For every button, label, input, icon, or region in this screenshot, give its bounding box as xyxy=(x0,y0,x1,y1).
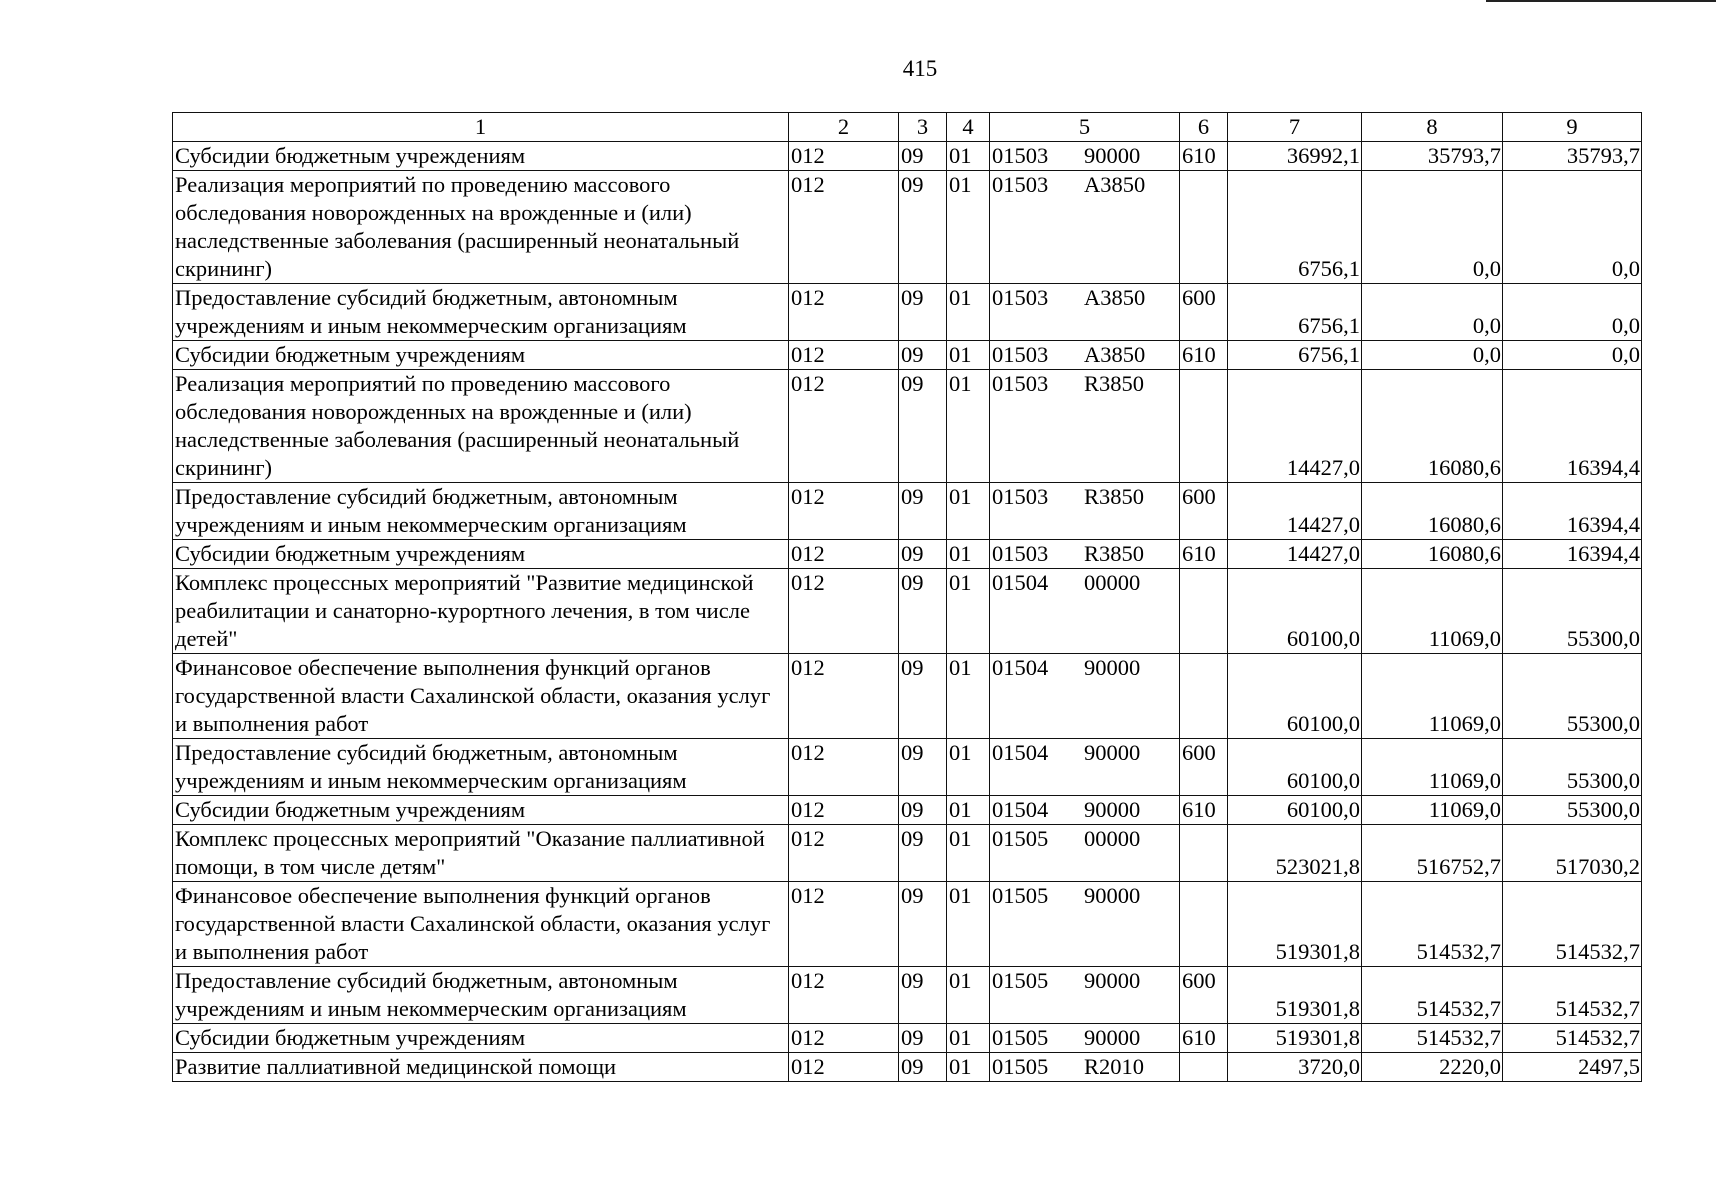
table-row xyxy=(173,370,1642,483)
code-subsection-cell: 01 xyxy=(947,540,990,569)
table-row xyxy=(173,341,1642,370)
header-cell: 6 xyxy=(1180,113,1228,142)
program-code: 01505 xyxy=(992,1025,1049,1050)
direction-code: R3850 xyxy=(1084,541,1145,566)
code-subsection-cell: 01 xyxy=(947,882,990,967)
code-section-cell: 09 xyxy=(899,483,947,540)
code-target-article-cell xyxy=(990,483,1180,540)
program-code: 01503 xyxy=(992,484,1049,509)
row-name-cell: Предоставление субсидий бюджетным, автономным учреждениям и иным некоммерческим организациям xyxy=(173,739,789,796)
table-row xyxy=(173,967,1642,1024)
direction-code: 90000 xyxy=(1084,655,1141,680)
program-code: 01505 xyxy=(992,968,1049,993)
program-code: 01504 xyxy=(992,740,1049,765)
code-subsection-cell: 01 xyxy=(947,739,990,796)
code-section-cell: 09 xyxy=(899,882,947,967)
row-name-cell: Субсидии бюджетным учреждениям xyxy=(173,341,789,370)
amount-col8-cell: 0,0 xyxy=(1362,341,1503,370)
table-row xyxy=(173,284,1642,341)
code-target-article-cell xyxy=(990,540,1180,569)
table-row xyxy=(173,739,1642,796)
program-code: 01505 xyxy=(992,826,1049,851)
row-name-cell: Предоставление субсидий бюджетным, автономным учреждениям и иным некоммерческим организациям xyxy=(173,967,789,1024)
amount-col8-cell: 11069,0 xyxy=(1362,654,1503,739)
code-section-cell: 09 xyxy=(899,967,947,1024)
table-row xyxy=(173,654,1642,739)
top-edge-line xyxy=(1486,0,1716,2)
amount-col7-cell: 6756,1 xyxy=(1228,284,1362,341)
code-section-cell: 09 xyxy=(899,1053,947,1082)
program-code: 01503 xyxy=(992,172,1049,197)
header-row xyxy=(173,113,1642,142)
code-subsection-cell: 01 xyxy=(947,1053,990,1082)
code-ministry-cell: 012 xyxy=(789,142,899,171)
header-cell: 8 xyxy=(1362,113,1503,142)
row-name-cell: Комплекс процессных мероприятий "Развитие медицинской реабилитации и санаторно-курортного лечения, в том числе детей" xyxy=(173,569,789,654)
budget-table xyxy=(172,112,1642,1082)
amount-col7-cell: 60100,0 xyxy=(1228,796,1362,825)
table-row xyxy=(173,142,1642,171)
amount-col7-cell: 14427,0 xyxy=(1228,540,1362,569)
code-subsection-cell: 01 xyxy=(947,654,990,739)
code-expense-type-cell: 600 xyxy=(1180,483,1228,540)
row-name-cell: Субсидии бюджетным учреждениям xyxy=(173,540,789,569)
code-section-cell: 09 xyxy=(899,142,947,171)
amount-col8-cell: 35793,7 xyxy=(1362,142,1503,171)
direction-code: А3850 xyxy=(1084,285,1146,310)
code-target-article-cell xyxy=(990,825,1180,882)
code-ministry-cell: 012 xyxy=(789,1024,899,1053)
row-name-cell: Финансовое обеспечение выполнения функций органов государственной власти Сахалинской области, оказания услуг и выполнения работ xyxy=(173,654,789,739)
row-name-cell: Развитие паллиативной медицинской помощи xyxy=(173,1053,789,1082)
code-expense-type-cell: 600 xyxy=(1180,284,1228,341)
table-row xyxy=(173,825,1642,882)
amount-col8-cell: 16080,6 xyxy=(1362,483,1503,540)
table-row xyxy=(173,796,1642,825)
header-cell: 1 xyxy=(173,113,789,142)
code-subsection-cell: 01 xyxy=(947,825,990,882)
amount-col9-cell: 55300,0 xyxy=(1503,654,1642,739)
code-target-article-cell xyxy=(990,284,1180,341)
row-name-cell: Реализация мероприятий по проведению массового обследования новорожденных на врожденные и (или) наследственные заболевания (расширенный неонатальный скрининг) xyxy=(173,171,789,284)
code-ministry-cell: 012 xyxy=(789,967,899,1024)
amount-col8-cell: 516752,7 xyxy=(1362,825,1503,882)
amount-col8-cell: 2220,0 xyxy=(1362,1053,1503,1082)
code-ministry-cell: 012 xyxy=(789,483,899,540)
amount-col8-cell: 11069,0 xyxy=(1362,796,1503,825)
direction-code: R3850 xyxy=(1084,484,1145,509)
table-row xyxy=(173,483,1642,540)
table-row xyxy=(173,171,1642,284)
code-section-cell: 09 xyxy=(899,825,947,882)
code-subsection-cell: 01 xyxy=(947,569,990,654)
direction-code: 90000 xyxy=(1084,740,1141,765)
code-expense-type-cell: 610 xyxy=(1180,142,1228,171)
amount-col9-cell: 0,0 xyxy=(1503,284,1642,341)
row-name-cell: Комплекс процессных мероприятий "Оказание паллиативной помощи, в том числе детям" xyxy=(173,825,789,882)
direction-code: 90000 xyxy=(1084,1025,1141,1050)
code-subsection-cell: 01 xyxy=(947,967,990,1024)
direction-code: 00000 xyxy=(1084,570,1141,595)
code-target-article-cell xyxy=(990,142,1180,171)
code-expense-type-cell xyxy=(1180,569,1228,654)
amount-col7-cell: 6756,1 xyxy=(1228,341,1362,370)
header-cell: 3 xyxy=(899,113,947,142)
code-ministry-cell: 012 xyxy=(789,341,899,370)
header-cell: 7 xyxy=(1228,113,1362,142)
table-row xyxy=(173,569,1642,654)
code-expense-type-cell: 610 xyxy=(1180,796,1228,825)
amount-col9-cell: 517030,2 xyxy=(1503,825,1642,882)
row-name-cell: Субсидии бюджетным учреждениям xyxy=(173,796,789,825)
code-subsection-cell: 01 xyxy=(947,284,990,341)
code-target-article-cell xyxy=(990,1024,1180,1053)
amount-col7-cell: 523021,8 xyxy=(1228,825,1362,882)
amount-col9-cell: 55300,0 xyxy=(1503,739,1642,796)
code-ministry-cell: 012 xyxy=(789,796,899,825)
direction-code: А3850 xyxy=(1084,172,1146,197)
table-row xyxy=(173,540,1642,569)
amount-col8-cell: 11069,0 xyxy=(1362,569,1503,654)
code-ministry-cell: 012 xyxy=(789,370,899,483)
code-section-cell: 09 xyxy=(899,171,947,284)
code-expense-type-cell: 600 xyxy=(1180,967,1228,1024)
code-ministry-cell: 012 xyxy=(789,739,899,796)
program-code: 01503 xyxy=(992,371,1049,396)
code-target-article-cell xyxy=(990,739,1180,796)
amount-col7-cell: 519301,8 xyxy=(1228,967,1362,1024)
row-name-cell: Субсидии бюджетным учреждениям xyxy=(173,142,789,171)
amount-col7-cell: 14427,0 xyxy=(1228,370,1362,483)
amount-col8-cell: 0,0 xyxy=(1362,284,1503,341)
program-code: 01505 xyxy=(992,883,1049,908)
code-section-cell: 09 xyxy=(899,370,947,483)
code-subsection-cell: 01 xyxy=(947,171,990,284)
amount-col7-cell: 3720,0 xyxy=(1228,1053,1362,1082)
direction-code: 00000 xyxy=(1084,826,1141,851)
row-name-cell: Субсидии бюджетным учреждениям xyxy=(173,1024,789,1053)
code-target-article-cell xyxy=(990,654,1180,739)
row-name-cell: Реализация мероприятий по проведению массового обследования новорожденных на врожденные и (или) наследственные заболевания (расширенный неонатальный скрининг) xyxy=(173,370,789,483)
amount-col9-cell: 55300,0 xyxy=(1503,569,1642,654)
amount-col8-cell: 0,0 xyxy=(1362,171,1503,284)
code-ministry-cell: 012 xyxy=(789,284,899,341)
amount-col9-cell: 16394,4 xyxy=(1503,540,1642,569)
direction-code: 90000 xyxy=(1084,797,1141,822)
program-code: 01504 xyxy=(992,797,1049,822)
direction-code: R3850 xyxy=(1084,371,1145,396)
code-subsection-cell: 01 xyxy=(947,142,990,171)
program-code: 01504 xyxy=(992,570,1049,595)
row-name-cell: Предоставление субсидий бюджетным, автономным учреждениям и иным некоммерческим организациям xyxy=(173,483,789,540)
amount-col9-cell: 2497,5 xyxy=(1503,1053,1642,1082)
amount-col7-cell: 519301,8 xyxy=(1228,882,1362,967)
amount-col9-cell: 16394,4 xyxy=(1503,483,1642,540)
row-name-cell: Финансовое обеспечение выполнения функций органов государственной власти Сахалинской области, оказания услуг и выполнения работ xyxy=(173,882,789,967)
code-target-article-cell xyxy=(990,569,1180,654)
amount-col9-cell: 514532,7 xyxy=(1503,882,1642,967)
amount-col7-cell: 36992,1 xyxy=(1228,142,1362,171)
code-section-cell: 09 xyxy=(899,796,947,825)
code-expense-type-cell xyxy=(1180,825,1228,882)
code-expense-type-cell: 610 xyxy=(1180,341,1228,370)
table-row xyxy=(173,1053,1642,1082)
code-ministry-cell: 012 xyxy=(789,540,899,569)
code-target-article-cell xyxy=(990,967,1180,1024)
direction-code: 90000 xyxy=(1084,968,1141,993)
amount-col8-cell: 11069,0 xyxy=(1362,739,1503,796)
code-expense-type-cell: 610 xyxy=(1180,1024,1228,1053)
code-subsection-cell: 01 xyxy=(947,370,990,483)
header-cell: 5 xyxy=(990,113,1180,142)
amount-col7-cell: 14427,0 xyxy=(1228,483,1362,540)
code-expense-type-cell: 600 xyxy=(1180,739,1228,796)
code-target-article-cell xyxy=(990,1053,1180,1082)
code-target-article-cell xyxy=(990,370,1180,483)
code-subsection-cell: 01 xyxy=(947,341,990,370)
code-section-cell: 09 xyxy=(899,1024,947,1053)
amount-col7-cell: 60100,0 xyxy=(1228,739,1362,796)
amount-col8-cell: 16080,6 xyxy=(1362,540,1503,569)
code-ministry-cell: 012 xyxy=(789,825,899,882)
code-target-article-cell xyxy=(990,796,1180,825)
header-cell: 4 xyxy=(947,113,990,142)
program-code: 01505 xyxy=(992,1054,1049,1079)
direction-code: 90000 xyxy=(1084,143,1141,168)
amount-col9-cell: 55300,0 xyxy=(1503,796,1642,825)
page-number: 415 xyxy=(902,56,938,81)
amount-col7-cell: 60100,0 xyxy=(1228,569,1362,654)
table-row xyxy=(173,882,1642,967)
header-cell: 2 xyxy=(789,113,899,142)
amount-col9-cell: 35793,7 xyxy=(1503,142,1642,171)
code-section-cell: 09 xyxy=(899,540,947,569)
code-target-article-cell xyxy=(990,341,1180,370)
amount-col8-cell: 514532,7 xyxy=(1362,882,1503,967)
row-name-cell: Предоставление субсидий бюджетным, автономным учреждениям и иным некоммерческим организациям xyxy=(173,284,789,341)
direction-code: R2010 xyxy=(1084,1054,1145,1079)
amount-col7-cell: 519301,8 xyxy=(1228,1024,1362,1053)
code-ministry-cell: 012 xyxy=(789,569,899,654)
code-expense-type-cell xyxy=(1180,882,1228,967)
table-row xyxy=(173,1024,1642,1053)
amount-col9-cell: 514532,7 xyxy=(1503,1024,1642,1053)
code-subsection-cell: 01 xyxy=(947,483,990,540)
code-ministry-cell: 012 xyxy=(789,654,899,739)
program-code: 01503 xyxy=(992,285,1049,310)
code-ministry-cell: 012 xyxy=(789,171,899,284)
code-section-cell: 09 xyxy=(899,654,947,739)
code-ministry-cell: 012 xyxy=(789,882,899,967)
direction-code: 90000 xyxy=(1084,883,1141,908)
amount-col8-cell: 16080,6 xyxy=(1362,370,1503,483)
code-expense-type-cell: 610 xyxy=(1180,540,1228,569)
amount-col8-cell: 514532,7 xyxy=(1362,967,1503,1024)
amount-col9-cell: 16394,4 xyxy=(1503,370,1642,483)
program-code: 01504 xyxy=(992,655,1049,680)
code-target-article-cell xyxy=(990,171,1180,284)
code-subsection-cell: 01 xyxy=(947,796,990,825)
program-code: 01503 xyxy=(992,342,1049,367)
code-expense-type-cell xyxy=(1180,370,1228,483)
program-code: 01503 xyxy=(992,143,1049,168)
amount-col7-cell: 6756,1 xyxy=(1228,171,1362,284)
code-section-cell: 09 xyxy=(899,341,947,370)
code-target-article-cell xyxy=(990,882,1180,967)
program-code: 01503 xyxy=(992,541,1049,566)
code-subsection-cell: 01 xyxy=(947,1024,990,1053)
amount-col9-cell: 0,0 xyxy=(1503,341,1642,370)
amount-col9-cell: 0,0 xyxy=(1503,171,1642,284)
direction-code: А3850 xyxy=(1084,342,1146,367)
amount-col8-cell: 514532,7 xyxy=(1362,1024,1503,1053)
amount-col7-cell: 60100,0 xyxy=(1228,654,1362,739)
code-expense-type-cell xyxy=(1180,654,1228,739)
code-expense-type-cell xyxy=(1180,171,1228,284)
header-cell: 9 xyxy=(1503,113,1642,142)
code-ministry-cell: 012 xyxy=(789,1053,899,1082)
code-section-cell: 09 xyxy=(899,739,947,796)
code-expense-type-cell xyxy=(1180,1053,1228,1082)
code-section-cell: 09 xyxy=(899,284,947,341)
amount-col9-cell: 514532,7 xyxy=(1503,967,1642,1024)
code-section-cell: 09 xyxy=(899,569,947,654)
